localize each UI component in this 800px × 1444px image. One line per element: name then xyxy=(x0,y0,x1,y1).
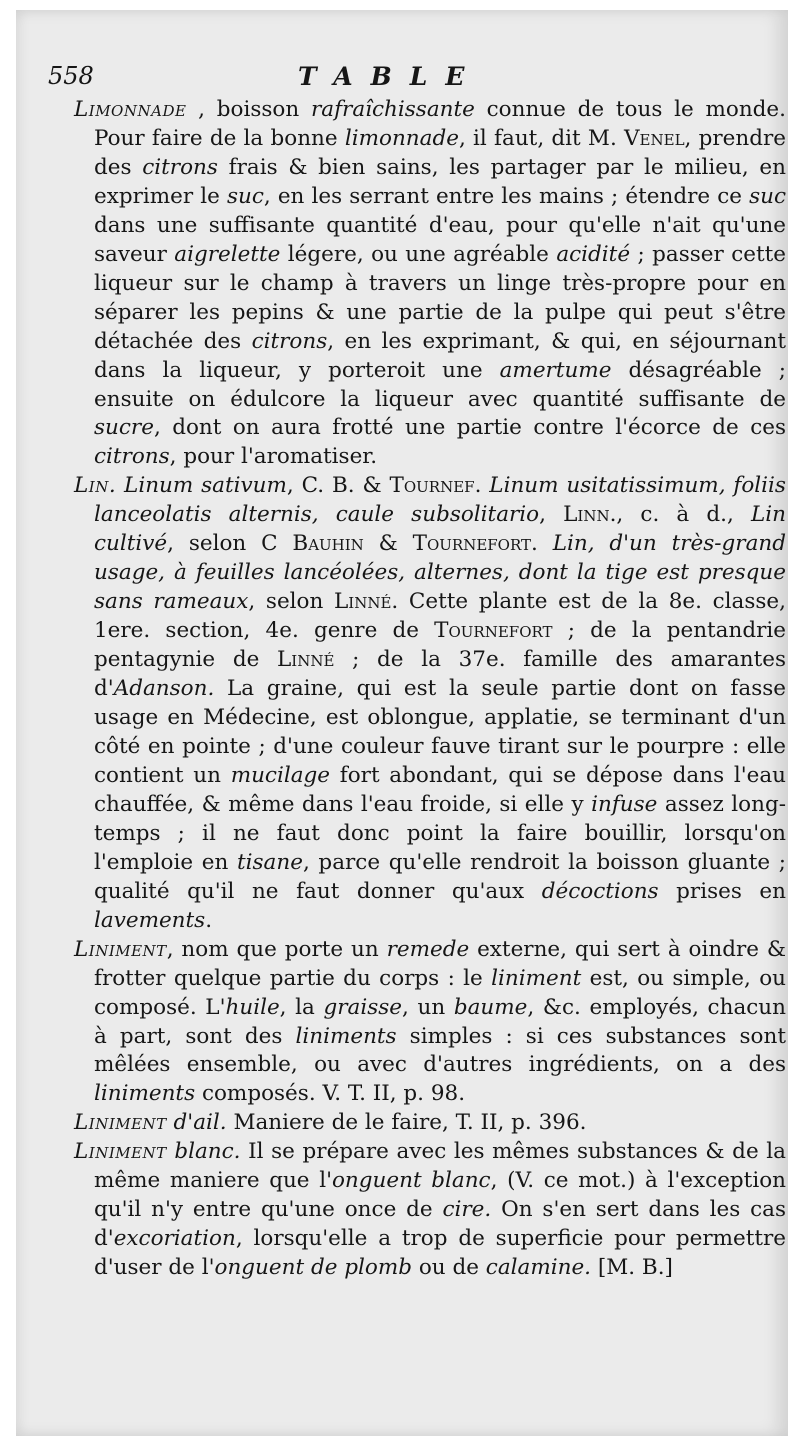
text-run: , lorsqu'elle a trop de superficie pour permettre d'user de l' xyxy=(94,1226,786,1281)
author-name: Linné xyxy=(277,647,335,673)
text-run: simples : si ces substances sont mêlées ensemble, ou avec d'autres ingrédients, on a des xyxy=(94,1023,786,1078)
italic-term: graisse xyxy=(323,994,403,1020)
running-head: TABLE xyxy=(298,62,483,91)
italic-term: citrons xyxy=(94,444,170,470)
text-run: ; passer cette liqueur sur le champ à travers un linge très-propre pour en séparer les pepins & une partie de la pulpe qui peut s'être détachée des xyxy=(94,241,786,354)
italic-term: Lin cultivé xyxy=(94,502,787,557)
italic-term: Linum usitatissimum, foliis lanceolatis alternis, caule subsolitario xyxy=(94,473,786,528)
entry-text xyxy=(94,937,786,1107)
italic-term: infuse xyxy=(591,791,658,817)
text-run: Cette plante est de la 8e. classe, 1ere. section, 4e. genre de xyxy=(94,589,786,644)
author-name: Tournefort xyxy=(434,618,553,644)
italic-term: Linum sativum xyxy=(124,473,287,499)
text-run: fort abondant, qui se dépose dans l'eau chauffée, & même dans l'eau froide, si elle y xyxy=(94,762,787,817)
entry-headword: Liniment xyxy=(74,936,167,962)
author-name: Venel xyxy=(624,125,685,151)
entry-text xyxy=(227,1110,587,1135)
italic-term: calamine. xyxy=(485,1255,592,1281)
italic-term: décoctions xyxy=(541,878,659,904)
italic-term: sucre xyxy=(94,415,154,441)
italic-term: liniment xyxy=(491,965,582,991)
text-run: est, ou simple, ou composé. L' xyxy=(94,965,786,1020)
text-run: Maniere de le faire, T. II, p. 396. xyxy=(226,1110,587,1136)
entry-text xyxy=(94,473,786,932)
author-name: Tournefort. xyxy=(412,531,538,557)
italic-term: remede xyxy=(386,936,470,962)
text-run: dans une suffisante quantité d'eau, pour qu'elle n'ait qu'une saveur xyxy=(94,212,786,267)
entry-liniment xyxy=(74,936,786,1110)
entry-headword-suffix: d'ail. xyxy=(166,1110,227,1136)
italic-term: citrons xyxy=(142,154,218,180)
text-run: externe, qui sert à oindre & frotter quelque partie du corps : le xyxy=(94,936,787,991)
entry-liniment-ail xyxy=(74,1109,786,1138)
italic-term: Adanson. xyxy=(113,676,215,702)
italic-term: acidité xyxy=(556,241,631,267)
text-run: ; de la pentandrie pentagynie de xyxy=(94,618,786,673)
italic-term: excoriation xyxy=(113,1226,236,1252)
text-run: On s'en sert dans les cas d' xyxy=(94,1197,787,1252)
italic-term: Lin, d'un très-grand usage, à feuilles lancéolées, alternes, dont la tige est presque sans rameaux xyxy=(94,531,786,615)
text-run: , (V. ce mot.) à l'exception qu'il n'y entre qu'une once de xyxy=(94,1168,786,1223)
entry-headword: Lin. xyxy=(74,473,117,499)
entry-headword: Limonnade xyxy=(74,97,187,122)
italic-term: tisane xyxy=(236,849,303,875)
text-run: , en les exprimant, & qui, en séjournant dans la liqueur, y porteroit une xyxy=(94,328,787,383)
text-run: connue de tous le monde. Pour faire de la bonne xyxy=(94,97,786,151)
italic-term: onguent blanc xyxy=(331,1168,491,1194)
text-run: Il se prépare avec les mêmes substances & de la même maniere que l' xyxy=(94,1139,786,1194)
page-number: 558 xyxy=(48,62,94,90)
italic-term: suc xyxy=(749,183,786,209)
author-name: Linné. xyxy=(334,589,399,615)
entry-lin xyxy=(74,472,786,935)
italic-term: cire. xyxy=(442,1197,492,1223)
text-run: , boisson xyxy=(186,97,311,122)
entry-text xyxy=(94,97,786,469)
entry-headword-suffix: blanc. xyxy=(166,1139,241,1165)
italic-term: mucilage xyxy=(230,762,331,788)
italic-term: rafraîchissante xyxy=(310,97,475,122)
text-run: . xyxy=(205,907,213,933)
text-run: , nom que porte un xyxy=(166,936,387,962)
text-run xyxy=(116,473,124,498)
text-run: , prendre des xyxy=(94,125,787,180)
entry-headword: Liniment xyxy=(74,1110,167,1136)
text-run: désagréable ; ensuite on édulcore la liqueur avec quantité suffisante de xyxy=(94,357,786,412)
text-run: , pour l'aromatiser. xyxy=(169,444,378,470)
text-run: , en les serrant entre les mains ; étendre ce xyxy=(263,183,750,209)
page-body xyxy=(74,96,786,1283)
author-name: Bauhin xyxy=(292,531,364,557)
text-run: prises en xyxy=(658,878,786,904)
text-run: & xyxy=(363,531,413,557)
author-name: Tournef. xyxy=(389,473,482,499)
text-run: , &c. employés, chacun à part, sont des xyxy=(94,994,787,1049)
italic-term: citrons xyxy=(251,328,328,354)
text-run: légere, ou une agréable xyxy=(280,241,557,267)
text-run: ou de xyxy=(412,1255,486,1281)
text-run: , C. B. & xyxy=(286,473,390,499)
italic-term: amertume xyxy=(499,357,612,383)
italic-term: limonnade xyxy=(344,125,459,151)
text-run: , c. à d., xyxy=(616,502,751,528)
italic-term: suc xyxy=(226,183,264,209)
italic-term: aigrelette xyxy=(174,241,281,267)
italic-term: liniments xyxy=(295,1023,397,1049)
text-run: ; de la 37e. famille des amarantes d' xyxy=(94,647,786,702)
text-run: , la xyxy=(279,994,324,1020)
text-run: frais & bien sains, les partager par le milieu, en exprimer le xyxy=(94,154,787,209)
author-name: Linn. xyxy=(563,502,617,528)
text-run: , xyxy=(539,502,564,528)
text-run: assez long-temps ; il ne faut donc point la faire bouillir, lorsqu'on l'emploie en xyxy=(94,791,786,875)
text-run: [M. B.] xyxy=(591,1255,673,1281)
text-run: , dont on aura frotté une partie contre l'écorce de ces xyxy=(153,415,786,441)
text-run: , parce qu'elle rendroit la boisson gluante ; qualité qu'il ne faut donner qu'aux xyxy=(94,849,786,904)
entry-liniment-blanc xyxy=(74,1138,786,1283)
text-run: , il faut, dit M. xyxy=(458,125,625,151)
italic-term: onguent de plomb xyxy=(214,1255,412,1281)
text-run: composés. V. T. II, p. 98. xyxy=(195,1081,466,1107)
italic-term: lavements xyxy=(94,907,206,933)
entry-headword: Liniment xyxy=(74,1139,167,1165)
book-page xyxy=(16,10,788,1436)
text-run: , selon xyxy=(248,589,335,615)
text-run: , selon C xyxy=(167,531,293,557)
text-run: , un xyxy=(402,994,454,1020)
text-run xyxy=(538,531,553,556)
italic-term: baume xyxy=(453,994,528,1020)
text-run: La graine, qui est la seule partie dont on fasse usage en Médecine, est oblongue, applatie, se terminant d'un côté en pointe ; d'une couleur fauve tirant sur le pourpre : elle contient un xyxy=(94,676,786,788)
italic-term: liniments xyxy=(94,1081,196,1107)
entry-limonnade xyxy=(74,96,786,472)
italic-term: huile xyxy=(225,994,280,1020)
